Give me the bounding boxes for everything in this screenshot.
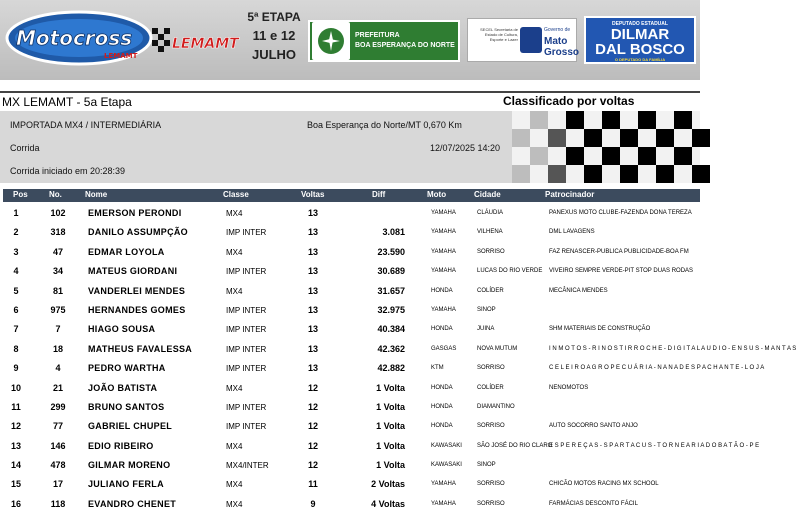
row-rider-name: VANDERLEI MENDES — [88, 285, 186, 296]
row-moto: HONDA — [431, 384, 453, 391]
row-number: 118 — [50, 498, 66, 509]
row-class: IMP INTER — [226, 325, 267, 335]
row-moto: HONDA — [431, 423, 453, 430]
results-table-body — [0, 203, 796, 513]
row-moto: YAMAHA — [431, 210, 456, 216]
row-city: COLÍDER — [477, 384, 504, 391]
row-position: 2 — [13, 227, 19, 238]
row-number: 299 — [50, 401, 66, 412]
row-number: 81 — [52, 285, 63, 296]
table-row — [0, 416, 700, 435]
sponsor-governo-mt — [467, 18, 580, 62]
table-row — [0, 474, 700, 493]
row-city: SORRISO — [477, 500, 505, 507]
row-number: 18 — [52, 343, 63, 354]
stage-dates — [240, 4, 308, 76]
row-city: SINOP — [477, 462, 496, 469]
row-rider-name: EMERSON PERONDI — [88, 208, 182, 218]
row-sponsor: NENOMOTOS — [549, 384, 589, 391]
table-row — [0, 222, 700, 241]
row-sponsor: MECÂNICA MENDES — [549, 287, 608, 294]
row-city: SORRISO — [477, 481, 505, 488]
row-diff: 1 Volta — [376, 401, 405, 412]
race-datetime: 12/07/2025 14:20 — [430, 143, 501, 153]
row-number: 77 — [52, 421, 63, 432]
row-laps: 12 — [307, 440, 318, 451]
row-laps: 13 — [307, 266, 318, 277]
row-class: MX4/INTER — [226, 461, 269, 471]
row-city: CLÁUDIA — [477, 210, 504, 216]
row-position: 6 — [13, 304, 19, 315]
row-class: MX4 — [226, 383, 243, 393]
event-banner — [0, 0, 700, 80]
row-diff: 23.590 — [377, 246, 405, 257]
prefeitura-city: BOA ESPERANÇA DO NORTE — [355, 42, 455, 49]
row-moto: KTM — [431, 365, 444, 372]
table-row — [0, 319, 700, 338]
col-header-name: Nome — [85, 190, 108, 199]
row-rider-name: GILMAR MORENO — [88, 460, 171, 471]
row-diff: 30.689 — [377, 266, 405, 277]
col-header-city: Cidade — [474, 190, 501, 199]
row-class: MX4 — [226, 286, 243, 296]
row-position: 13 — [10, 440, 21, 451]
results-table-header — [3, 189, 700, 202]
row-city: VILHENA — [477, 229, 503, 236]
row-rider-name: EDMAR LOYOLA — [88, 246, 165, 257]
row-class: MX4 — [226, 209, 243, 218]
row-city: SÃO JOSÉ DO RIO CLARO — [477, 442, 553, 449]
row-laps: 12 — [307, 401, 318, 412]
row-laps: 11 — [308, 479, 318, 490]
row-moto: GASGAS — [431, 345, 457, 352]
col-header-sponsor: Patrocinador — [545, 190, 595, 199]
table-row — [0, 455, 700, 474]
row-number: 17 — [52, 479, 63, 490]
row-city: LUCAS DO RIO VERDE — [477, 268, 543, 275]
row-rider-name: JULIANO FERLA — [88, 479, 164, 490]
secel-text: SECEL Secretaria de Estado de Cultura, Esporte e Lazer — [480, 27, 518, 42]
row-diff: 3.081 — [382, 227, 405, 238]
table-row — [0, 281, 700, 300]
row-moto: YAMAHA — [431, 268, 456, 275]
svg-text:LEMAMT: LEMAMT — [172, 36, 239, 52]
row-laps: 13 — [307, 343, 318, 354]
row-sponsor: CHICÃO MOTOS RACING MX SCHOOL — [549, 481, 659, 488]
row-city: DIAMANTINO — [477, 403, 515, 410]
sponsor-dilmar-dal-bosco — [584, 16, 696, 64]
row-rider-name: BRUNO SANTOS — [88, 401, 165, 412]
classification-mode: Classificado por voltas — [503, 94, 635, 108]
row-rider-name: GABRIEL CHUPEL — [88, 421, 173, 432]
row-position: 12 — [10, 421, 21, 432]
row-number: 102 — [50, 208, 66, 218]
row-rider-name: JOÃO BATISTA — [88, 382, 158, 393]
row-class: MX4 — [226, 480, 243, 490]
row-moto: YAMAHA — [431, 481, 456, 488]
dilmar-title: DEPUTADO ESTADUAL — [612, 21, 668, 27]
col-header-moto: Moto — [427, 190, 447, 199]
row-sponsor: SHM MATERIAIS DE CONSTRUÇÃO — [549, 326, 651, 333]
row-moto: HONDA — [431, 403, 453, 410]
row-diff: 4 Voltas — [371, 498, 405, 509]
dilmar-name: DILMAR — [610, 26, 670, 43]
table-row — [0, 261, 700, 280]
row-rider-name: EDIO RIBEIRO — [88, 440, 154, 451]
row-sponsor: FAZ RENASCER-PUBLICA PUBLICIDADE-BOA FM — [549, 248, 689, 255]
row-position: 9 — [13, 363, 19, 374]
row-laps: 13 — [307, 285, 318, 296]
row-diff: 40.384 — [377, 324, 405, 335]
row-class: MX4 — [226, 247, 243, 257]
svg-text:LEMAMT: LEMAMT — [104, 52, 138, 60]
row-sponsor: AUTO SOCORRO SANTO ANJO — [549, 423, 638, 430]
row-city: SORRISO — [477, 365, 505, 372]
row-number: 47 — [52, 246, 63, 257]
race-category: IMPORTADA MX4 / INTERMEDIÁRIA — [10, 120, 162, 130]
row-number: 146 — [50, 440, 66, 451]
race-info-panel — [0, 111, 700, 183]
row-position: 8 — [13, 343, 19, 354]
table-row — [0, 397, 700, 416]
row-class: IMP INTER — [226, 305, 267, 315]
sponsor-prefeitura — [308, 20, 460, 62]
col-header-laps: Voltas — [301, 190, 325, 199]
row-number: 318 — [50, 227, 66, 238]
prefeitura-emblem-icon — [312, 22, 350, 60]
table-row — [0, 378, 700, 397]
row-position: 15 — [10, 479, 21, 490]
col-header-class: Classe — [223, 190, 249, 199]
row-laps: 13 — [307, 227, 318, 238]
row-number: 7 — [55, 324, 61, 335]
row-position: 1 — [13, 208, 19, 218]
checkered-flag-icon — [512, 111, 700, 183]
row-class: IMP INTER — [226, 364, 267, 374]
row-class: IMP INTER — [226, 402, 267, 412]
row-laps: 13 — [307, 304, 318, 315]
row-number: 21 — [52, 382, 63, 393]
row-diff: 2 Voltas — [371, 479, 405, 490]
row-position: 14 — [10, 460, 21, 471]
gov-label: Governo de — [544, 27, 571, 33]
row-position: 16 — [10, 498, 21, 509]
row-position: 4 — [13, 266, 19, 277]
row-rider-name: HIAGO SOUSA — [88, 324, 156, 335]
row-number: 4 — [55, 363, 61, 374]
row-number: 34 — [52, 266, 63, 277]
row-number: 975 — [50, 304, 66, 315]
row-laps: 9 — [310, 498, 316, 509]
row-city: SINOP — [477, 306, 496, 313]
race-type: Corrida — [10, 143, 40, 153]
row-sponsor: FARMÁCIAS DESCONTO FÁCIL — [549, 500, 638, 507]
row-rider-name: EVANDRO CHENET — [88, 498, 177, 509]
row-diff: 1 Volta — [376, 421, 405, 432]
row-diff: 32.975 — [377, 304, 405, 315]
row-diff: 1 Volta — [376, 440, 405, 451]
row-class: IMP INTER — [226, 344, 267, 354]
row-laps: 12 — [307, 460, 318, 471]
stage-month: JULHO — [251, 47, 297, 62]
svg-text:Motocross: Motocross — [16, 26, 133, 50]
row-moto: HONDA — [431, 326, 453, 333]
row-city: SORRISO — [477, 248, 505, 255]
row-city: SORRISO — [477, 423, 505, 430]
row-rider-name: DANILO ASSUMPÇÃO — [88, 227, 188, 238]
row-class: MX4 — [226, 499, 243, 509]
row-sponsor: I N M O T O S - R I N O S T I R R O C H E - D I G I T A L A U D I O - E N S U S - M A N T A S — [549, 345, 796, 352]
row-moto: YAMAHA — [431, 229, 456, 236]
race-location: Boa Esperança do Norte/MT 0,670 Km — [307, 120, 462, 130]
row-city: COLÍDER — [477, 287, 504, 294]
row-position: 11 — [11, 401, 21, 412]
table-row — [0, 436, 760, 455]
stage-number: 5ª ETAPA — [247, 10, 301, 24]
stage-days: 11 e 12 — [252, 28, 296, 43]
row-laps: 12 — [307, 421, 318, 432]
row-laps: 12 — [307, 382, 318, 393]
row-sponsor: C E L E I R O A G R O P E C U Á R I A - N A N A D E S P A C H A N T E - L O J A — [549, 365, 765, 372]
prefeitura-label: PREFEITURA — [355, 32, 400, 39]
row-diff: 42.882 — [377, 363, 405, 374]
row-rider-name: MATHEUS FAVALESSA — [88, 343, 193, 354]
row-sponsor: VIVEIRO SEMPRE VERDE-PIT STOP DUAS RODAS — [549, 268, 694, 275]
row-position: 3 — [13, 246, 19, 257]
row-moto: YAMAHA — [431, 248, 456, 255]
row-rider-name: PEDRO WARTHA — [88, 363, 166, 374]
row-sponsor: E S P E R E Ç A S - S P A R T A C U S - T O R N E A R I A D O B A T Ã O - P E — [549, 442, 760, 449]
table-row — [0, 300, 700, 319]
row-position: 10 — [10, 382, 21, 393]
row-class: IMP INTER — [226, 228, 267, 238]
col-header-number: No. — [49, 190, 62, 199]
table-row — [0, 203, 700, 222]
checkered-flag-icon — [152, 28, 170, 52]
row-diff: 1 Volta — [376, 382, 405, 393]
col-header-diff: Diff — [372, 190, 386, 199]
row-diff: 42.362 — [377, 343, 405, 354]
row-position: 5 — [13, 285, 19, 296]
table-row — [0, 339, 796, 358]
row-diff: 31.657 — [377, 285, 405, 296]
row-class: IMP INTER — [226, 267, 267, 277]
dilmar-slogan: O DEPUTADO DA FAMÍLIA — [614, 57, 666, 62]
divider — [0, 91, 700, 93]
motocross-logo — [4, 6, 154, 66]
lemamt-logo — [150, 22, 242, 62]
row-moto: KAWASAKI — [431, 442, 462, 449]
row-rider-name: MATEUS GIORDANI — [88, 266, 178, 277]
row-laps: 13 — [307, 246, 318, 257]
row-laps: 13 — [307, 363, 318, 374]
row-position: 7 — [13, 324, 19, 335]
row-city: NOVA MUTUM — [477, 345, 518, 352]
row-rider-name: HERNANDES GOMES — [88, 304, 186, 315]
row-number: 478 — [50, 460, 66, 471]
gov-state-line2: Grosso — [544, 47, 580, 58]
row-sponsor: PANEXUS MOTO CLUBE-FAZENDA DONA TEREZA — [549, 210, 692, 216]
table-row — [0, 494, 700, 513]
event-title: MX LEMAMT - 5a Etapa — [2, 95, 132, 109]
row-laps: 13 — [307, 208, 318, 218]
table-row — [0, 242, 700, 261]
row-moto: YAMAHA — [431, 306, 456, 313]
mato-grosso-seal-icon — [520, 27, 542, 53]
row-moto: HONDA — [431, 287, 453, 294]
gov-state-line1: Mato — [544, 36, 568, 47]
row-class: IMP INTER — [226, 422, 267, 432]
row-diff: 1 Volta — [376, 460, 405, 471]
dilmar-surname: DAL BOSCO — [595, 41, 685, 58]
race-start-time: Corrida iniciado em 20:28:39 — [10, 166, 126, 176]
row-sponsor: DML LAVAGENS — [549, 229, 595, 236]
row-class: MX4 — [226, 441, 243, 451]
row-laps: 13 — [307, 324, 318, 335]
row-city: JUINA — [477, 326, 495, 333]
table-row — [0, 358, 765, 377]
row-moto: YAMAHA — [431, 500, 456, 507]
col-header-pos: Pos — [13, 190, 28, 199]
row-moto: KAWASAKI — [431, 462, 462, 469]
